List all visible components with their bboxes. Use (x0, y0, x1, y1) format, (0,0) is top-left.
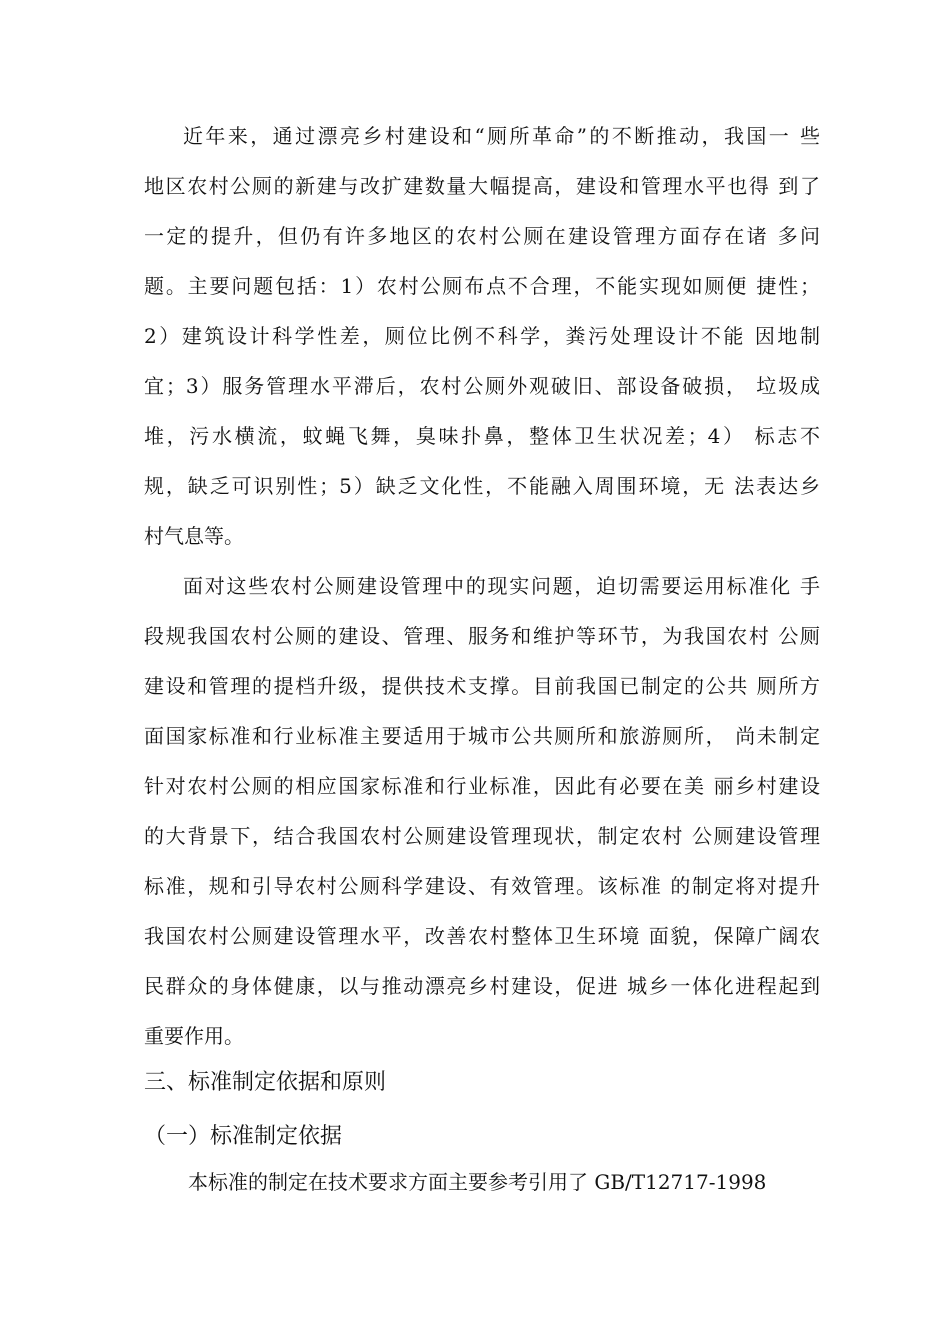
paragraph-2-line: 面对这些农村公厕建设管理中的现实问题，迫切需要运用标准化 手 (183, 574, 820, 598)
paragraph-2-line: 标准，规和引导农村公厕科学建设、有效管理。该标准 的制定将对提升 (144, 874, 820, 898)
paragraph-2-line: 面国家标准和行业标准主要适用于城市公共厕所和旅游厕所， 尚未制定 (144, 724, 820, 748)
paragraph-1-line: 一定的提升，但仍有许多地区的农村公厕在建设管理方面存在诸 多问 (144, 224, 820, 248)
paragraph-2-line: 我国农村公厕建设管理水平，改善农村整体卫生环境 面貌，保障广阔农 (144, 924, 820, 948)
subsection-heading: （一）标准制定依据 (144, 1124, 343, 1149)
paragraph-1-line: 近年来，通过漂亮乡村建设和“厕所革命”的不断推动，我国一 些 (183, 124, 820, 148)
paragraph-2-line: 建设和管理的提档升级，提供技术支撑。目前我国已制定的公共 厕所方 (144, 674, 820, 698)
paragraph-1-line: 堆，污水横流，蚊蝇飞舞，臭味扑鼻，整体卫生状况差；4） 标志不 (144, 424, 820, 448)
paragraph-3-line: 本标准的制定在技术要求方面主要参考引用了 GB/T12717-1998 (188, 1170, 767, 1194)
paragraph-1-line: 地区农村公厕的新建与改扩建数量大幅提高，建设和管理水平也得 到了 (144, 174, 820, 198)
section-heading: 三、标准制定依据和原则 (144, 1070, 387, 1095)
paragraph-2-line: 重要作用。 (144, 1024, 244, 1048)
paragraph-1-line: 村气息等。 (144, 524, 244, 548)
paragraph-2-line: 段规我国农村公厕的建设、管理、服务和维护等环节，为我国农村 公厕 (144, 624, 820, 648)
paragraph-2-line: 民群众的身体健康，以与推动漂亮乡村建设，促进 城乡一体化进程起到 (144, 974, 820, 998)
paragraph-1-line: 题。主要问题包括：1）农村公厕布点不合理，不能实现如厕便 捷性； (144, 274, 820, 298)
paragraph-2-line: 针对农村公厕的相应国家标准和行业标准，因此有必要在美 丽乡村建设 (144, 774, 820, 798)
paragraph-1-line: 规，缺乏可识别性；5）缺乏文化性，不能融入周围环境，无 法表达乡 (144, 474, 820, 498)
paragraph-1-line: 宜；3）服务管理水平滞后，农村公厕外观破旧、部设备破损， 垃圾成 (144, 374, 820, 398)
paragraph-1-line: 2）建筑设计科学性差，厕位比例不科学，粪污处理设计不能 因地制 (144, 324, 820, 348)
paragraph-2-line: 的大背景下，结合我国农村公厕建设管理现状，制定农村 公厕建设管理 (144, 824, 820, 848)
